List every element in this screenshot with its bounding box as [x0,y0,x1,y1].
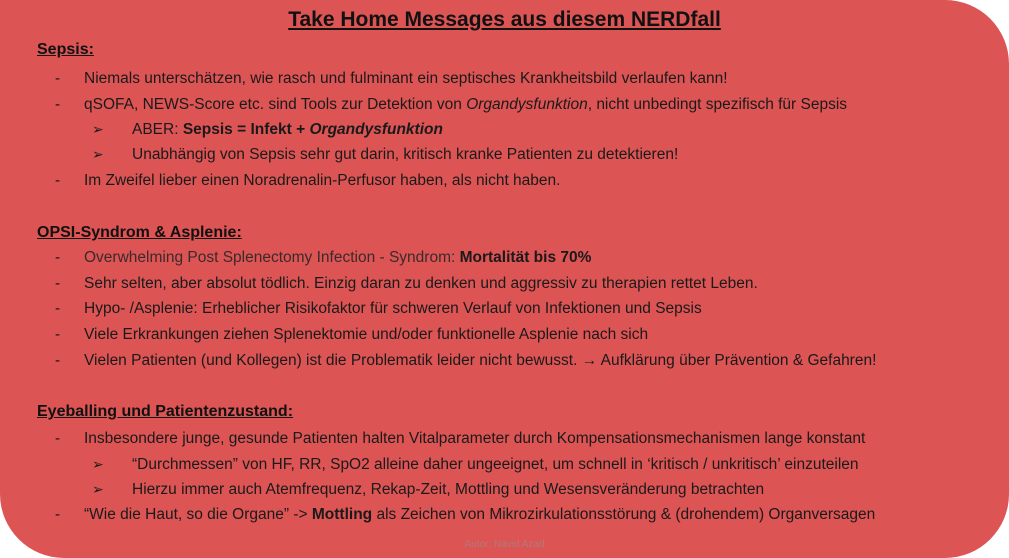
bullet-text: Sehr selten, aber absolut tödlich. Einzig daran zu denken und aggressiv zu therapien rettet Leben. [84,275,758,292]
sepsis-heading: Sepsis: [37,41,94,58]
subbullet-text: ABER: Sepsis = Infekt + Organdysfunktion [132,121,443,138]
subbullet-text: “Durchmessen” von HF, RR, SpO2 alleine daher ungeeignet, um schnell in ‘kritisch / unkritisch’ einzuteilen [132,456,859,473]
bullet-dash: - [55,300,61,317]
bullet-text: Hypo- /Asplenie: Erheblicher Risikofaktor für schweren Verlauf von Infektionen und Sepsis [84,300,702,317]
bullet-dash: - [55,326,61,343]
page-title: Take Home Messages aus diesem NERDfall [288,8,721,31]
subbullet-text: Hierzu immer auch Atemfrequenz, Rekap-Zeit, Mottling und Wesensveränderung betrachten [132,481,765,498]
bullet-dash: - [55,96,61,113]
bullet-dash: - [55,70,61,87]
bullet-dash: - [55,430,61,447]
eyeballing-heading: Eyeballing und Patientenzustand: [37,403,294,420]
bullet-text: Overwhelming Post Splenectomy Infection - Syndrom: Mortalität bis 70% [84,249,592,266]
opsi-heading: OPSI-Syndrom & Asplenie: [37,224,242,241]
arrow-icon: ➢ [92,146,104,162]
arrow-icon: ➢ [92,456,104,472]
bullet-text: Insbesondere junge, gesunde Patienten halten Vitalparameter durch Kompensationsmechanismen lange konstant [84,430,866,447]
bullet-text: Niemals unterschätzen, wie rasch und fulminant ein septisches Krankheitsbild verlaufen kann! [84,70,728,87]
bullet-dash: - [55,506,61,523]
bullet-text: Vielen Patienten (und Kollegen) ist die Problematik leider nicht bewusst. → Aufklärung über Prävention & Gefahren! [84,352,877,369]
bullet-text: “Wie die Haut, so die Organe” -> Mottling als Zeichen von Mikrozirkulationsstörung & (drohendem) Organversagen [84,506,876,523]
arrow-icon: ➢ [92,481,104,497]
author-credit: Autor: Navid Azad [464,539,545,550]
bullet-dash: - [55,275,61,292]
bullet-text: qSOFA, NEWS-Score etc. sind Tools zur Detektion von Organdysfunktion, nicht unbedingt spezifisch für Sepsis [84,96,848,113]
bullet-text: Viele Erkrankungen ziehen Splenektomie und/oder funktionelle Asplenie nach sich [84,326,649,343]
bullet-text: Im Zweifel lieber einen Noradrenalin-Perfusor haben, als nicht haben. [84,172,561,189]
bullet-dash: - [55,172,61,189]
bullet-dash: - [55,249,61,266]
arrow-icon: ➢ [92,121,104,137]
bullet-dash: - [55,352,61,369]
subbullet-text: Unabhängig von Sepsis sehr gut darin, kritisch kranke Patienten zu detektieren! [132,146,679,163]
